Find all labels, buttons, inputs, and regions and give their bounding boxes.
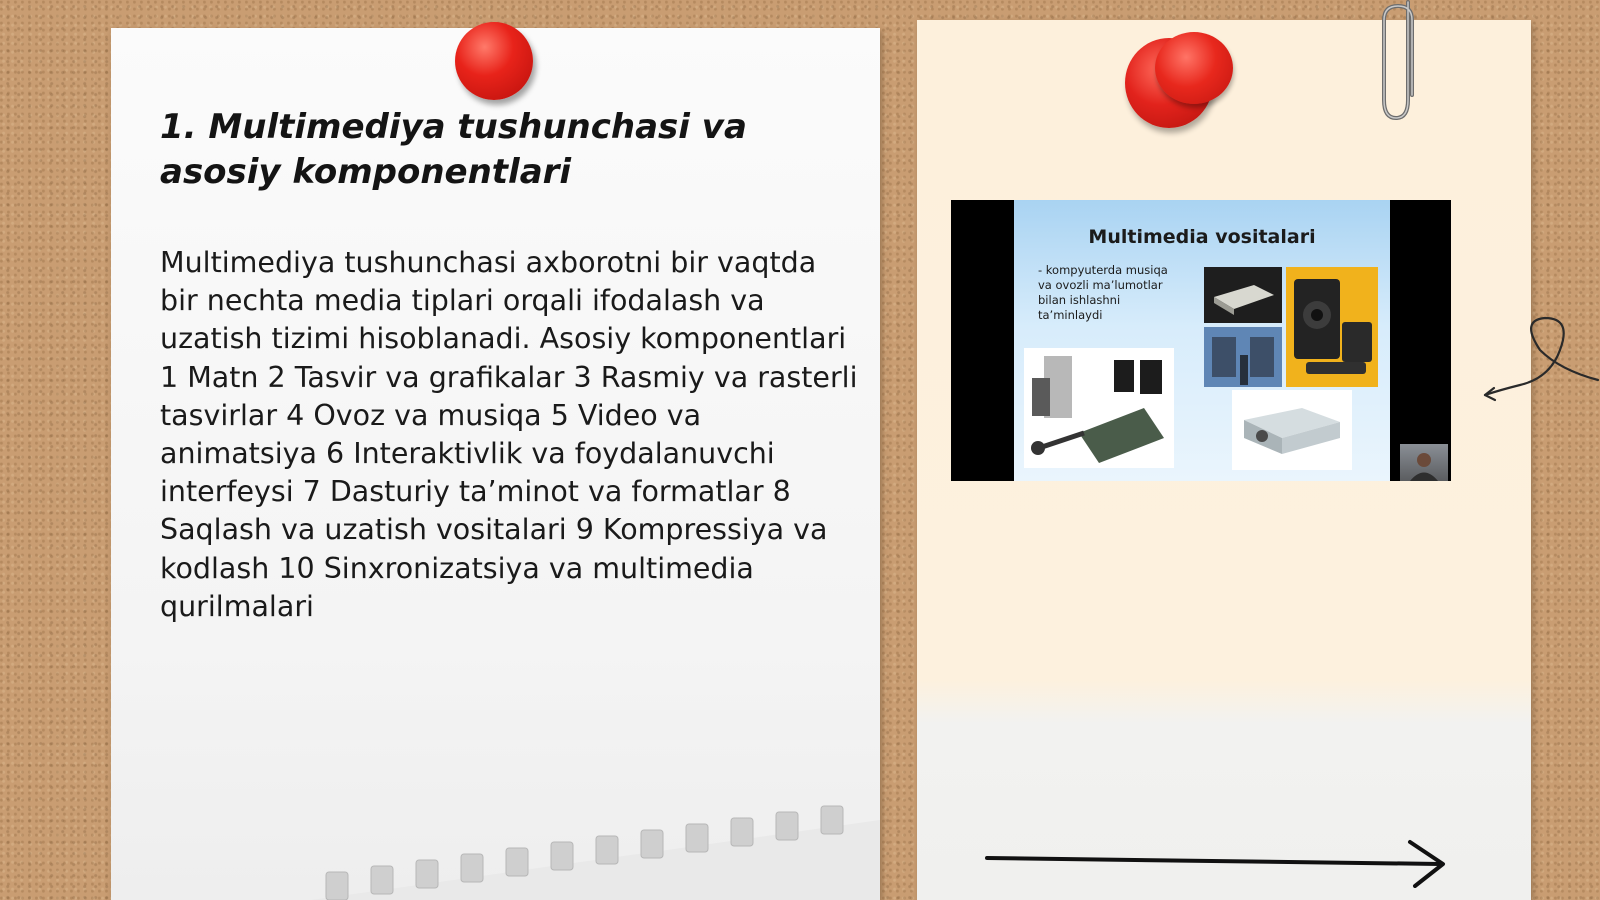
- monitor-speakers-image: [1204, 327, 1282, 387]
- presenter-avatar: [1400, 444, 1448, 481]
- slide-frame: [951, 200, 1451, 481]
- multimedia-kit-image: [1024, 348, 1174, 468]
- loop-arrow-icon: [1480, 310, 1600, 410]
- projector-image: [1232, 390, 1352, 470]
- body-paragraph: Multimediya tushunchasi axborotni bir vaqtda bir nechta media tiplari orqali ifodalash va uzatish tizimi hisoblanadi. Asosiy komponentlari 1 Matn 2 Tasvir va grafikalar 3 Rasmiy va rasterli tasvirlar 4 Ovoz va musiqa 5 Video va animatsiya 6 Interaktivlik va foydalanuvchi interfeysi 7 Dasturiy ta’minot va formatlar 8 Saqlash va uzatish vositalari 9 Kompressiya va kodlash 10 Sinxronizatsiya va multimedia qurilmalari: [160, 246, 858, 623]
- slide-title: Multimedia vositalari: [1088, 226, 1316, 248]
- push-pin-icon: [1155, 32, 1233, 104]
- paperclip-icon: [1378, 0, 1426, 125]
- page-title: 1. Multimediya tushunchasi va asosiy komponentlari: [160, 107, 747, 192]
- push-pin-icon: [455, 22, 533, 100]
- slide-image: [1014, 200, 1390, 481]
- speakers-image: [1286, 267, 1378, 387]
- webcam-thumbnail: [1400, 444, 1448, 481]
- torn-paper-strip: [111, 780, 880, 900]
- cd-drive-image: [1204, 267, 1282, 323]
- right-arrow-icon: [985, 838, 1455, 888]
- slide-bullet-text: - kompyuterda musiqa va ovozli ma’lumotlar bilan ishlashni ta’minlaydi: [1038, 263, 1168, 322]
